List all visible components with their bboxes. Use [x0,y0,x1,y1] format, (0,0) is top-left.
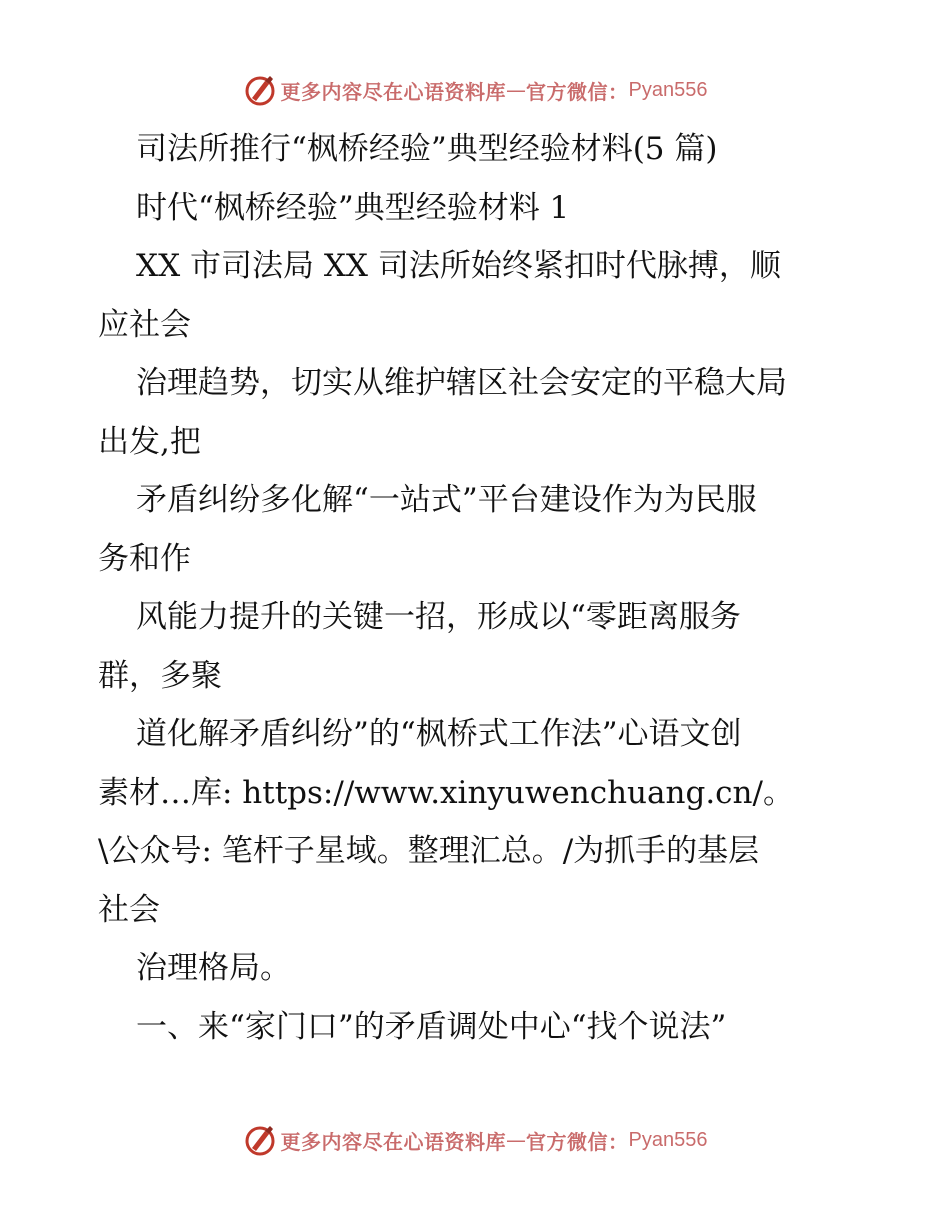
document-line: 治理趋势，切实从维护辖区社会安定的平稳大局 [136,365,787,401]
document-line: XX 市司法局 XX 司法所始终紧扣时代脉搏，顺 [136,248,781,284]
document-line: \公众号: 笔杆子星域。整理汇总。/为抓手的基层 [98,833,760,869]
pen-circle-logo-icon [243,73,277,107]
document-line: 一、来“家门口”的矛盾调处中心“找个说法” [136,1008,727,1045]
footer-watermark [0,1120,950,1160]
watermark-wechat-id: Pyan556 [628,1128,708,1151]
watermark-brand: 更多内容尽在心语资料库 [280,1129,507,1154]
watermark-wechat-id: Pyan556 [628,78,708,101]
document-line: 治理格局。 [136,950,291,986]
document-line: 出发,把 [98,423,201,460]
document-line: 矛盾纠纷多化解“一站式”平台建设作为为民服 [136,482,757,518]
document-line: 务和作 [98,540,191,577]
document-body [98,120,858,1056]
document-line: 风能力提升的关键一招，形成以“零距离服务 [136,599,741,635]
document-line: 时代“枫桥经验”典型经验材料 1 [136,189,570,226]
document-line: 社会 [98,891,160,928]
document-line: 司法所推行“枫桥经验”典型经验材料(5 篇) [136,131,718,167]
watermark-separator: — [506,1128,527,1152]
header-watermark [0,70,950,110]
watermark-brand: 更多内容尽在心语资料库 [280,79,507,104]
pen-circle-logo-icon [243,1123,277,1157]
watermark-wechat-label: 官方微信： [526,79,629,104]
document-line: 素材…库: https://www.xinyuwenchuang.cn/。 [98,774,794,811]
document-line: 群，多聚 [98,657,222,694]
watermark-separator: — [506,78,527,102]
document-line: 道化解矛盾纠纷”的“枫桥式工作法”心语文创 [136,716,742,752]
watermark-wechat-label: 官方微信： [526,1129,629,1154]
document-line: 应社会 [98,306,191,343]
